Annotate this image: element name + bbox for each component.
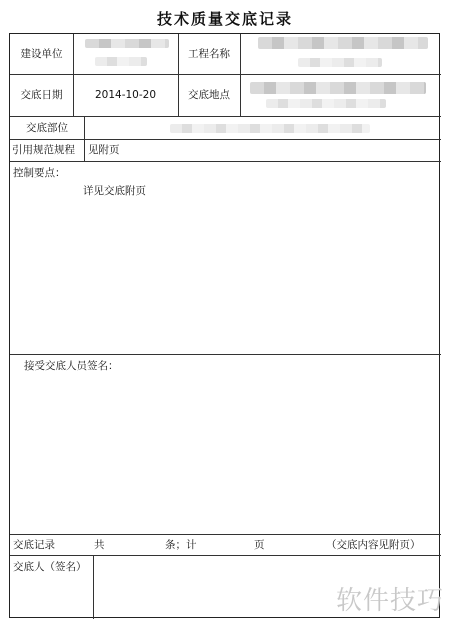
watermark: 软件技巧 (335, 586, 444, 616)
col-divider (93, 555, 94, 619)
signers-label: 接受交底人员签名： (24, 360, 119, 372)
part-label: 交底部位 (26, 121, 68, 134)
spec-label: 引用规范规程 (12, 144, 75, 156)
date-value: 2014-10-20 (94, 89, 157, 101)
record-pages: 页 (254, 539, 265, 551)
redacted-text (250, 82, 426, 94)
project-name-label: 工程名称 (188, 48, 230, 60)
redacted-text (95, 57, 147, 66)
project-name-value (240, 34, 441, 74)
record-items: 条；计 (165, 539, 197, 551)
row-divider (10, 354, 441, 355)
record-note: （交底内容见附页） (326, 539, 421, 551)
date-label: 交底日期 (20, 89, 63, 101)
location-value (240, 74, 441, 116)
control-points-value: 详见交底附页 (83, 185, 146, 197)
redacted-text (298, 58, 382, 67)
row-divider (10, 555, 441, 556)
document-title: 技术质量交底记录 (156, 10, 293, 28)
row-divider (10, 161, 441, 162)
control-points-label: 控制要点： (13, 167, 66, 179)
redacted-text (266, 99, 386, 108)
record-label: 交底记录 (13, 538, 55, 551)
disclosure-form (9, 33, 440, 618)
construction-unit-value (73, 34, 178, 74)
construction-unit-label: 建设单位 (20, 48, 63, 60)
discloser-label: 交底人（签名） (13, 561, 87, 573)
location-label: 交底地点 (188, 89, 230, 101)
part-value (84, 116, 441, 139)
redacted-text (85, 39, 169, 48)
redacted-text (170, 124, 370, 133)
redacted-text (258, 37, 428, 49)
spec-value: 见附页 (88, 144, 120, 156)
record-total: 共 (94, 539, 105, 551)
